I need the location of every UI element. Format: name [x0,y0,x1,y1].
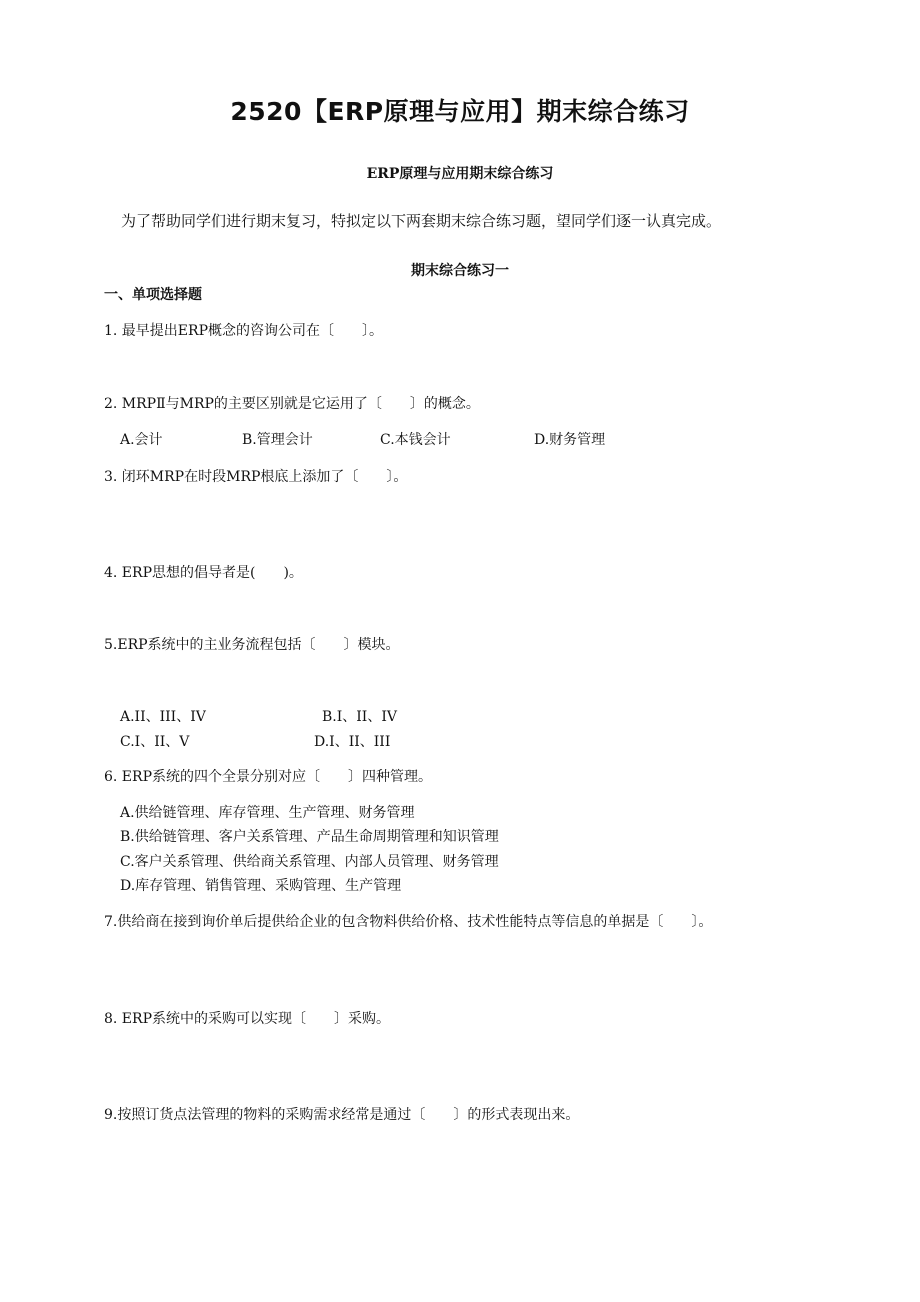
question-5-option-d: D.I、II、III [314,734,391,750]
document-title: 2520【ERP原理与应用】期末综合练习 [230,97,690,126]
intro-paragraph: 为了帮助同学们进行期末复习，特拟定以下两套期末综合练习题，望同学们逐一认真完成。 [121,212,722,230]
question-2-option-a: A.会计 [120,432,163,448]
question-5: 5.ERP系统中的主业务流程包括〔 〕模块。 [104,637,400,653]
section-heading: 一、单项选择题 [104,287,202,303]
question-4: 4. ERP思想的倡导者是( )。 [104,565,303,581]
question-6: 6. ERP系统的四个全景分别对应〔 〕四种管理。 [104,769,432,785]
question-7: 7.供给商在接到询价单后提供给企业的包含物料供给价格、技术性能特点等信息的单据是〔 〕。 [104,914,713,930]
question-2-option-d: D.财务管理 [534,432,606,448]
question-5-option-c: C.I、II、V [120,734,190,750]
question-1: 1. 最早提出ERP概念的咨询公司在〔 〕。 [104,323,383,339]
question-2-option-c: C.本钱会计 [380,432,451,448]
question-5-option-a: A.II、III、IV [120,709,206,725]
question-3: 3. 闭环MRP在时段MRP根底上添加了〔 〕。 [104,469,408,485]
question-6-option-b: B.供给链管理、客户关系管理、产品生命周期管理和知识管理 [120,829,499,845]
question-6-option-c: C.客户关系管理、供给商关系管理、内部人员管理、财务管理 [120,854,499,870]
question-5-option-b: B.I、II、IV [322,709,397,725]
exercise-set-title: 期末综合练习一 [411,263,509,279]
question-6-option-a: A.供给链管理、库存管理、生产管理、财务管理 [120,805,415,821]
question-2-option-b: B.管理会计 [242,432,313,448]
question-9: 9.按照订货点法管理的物料的采购需求经常是通过〔 〕的形式表现出来。 [104,1107,580,1123]
question-6-option-d: D.库存管理、销售管理、采购管理、生产管理 [120,878,402,894]
question-2: 2. MRPⅡ与MRP的主要区别就是它运用了〔 〕的概念。 [104,396,480,412]
question-8: 8. ERP系统中的采购可以实现〔 〕采购。 [104,1011,390,1027]
document-subtitle: ERP原理与应用期末综合练习 [366,166,554,182]
